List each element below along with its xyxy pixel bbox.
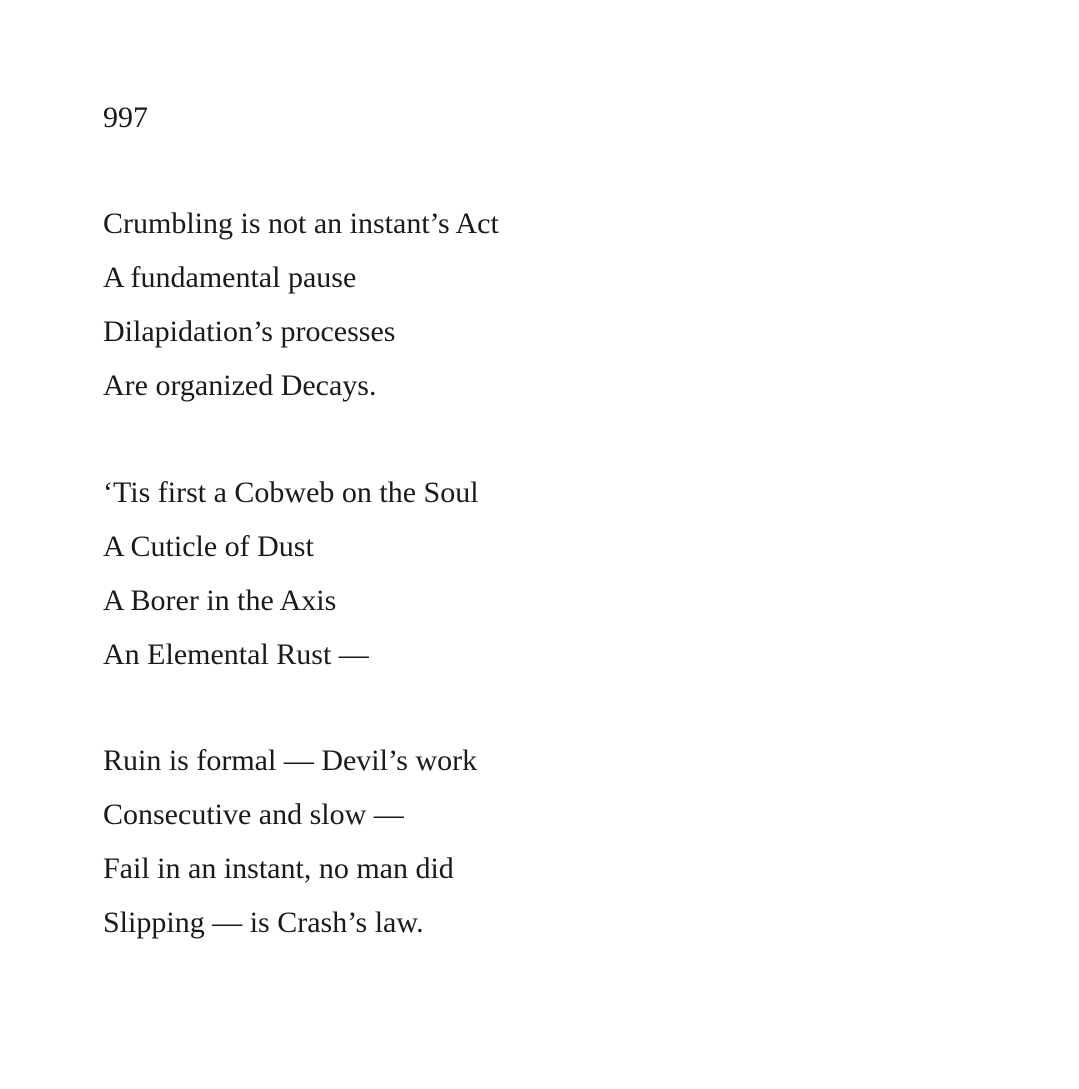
poem-line: ‘Tis first a Cobweb on the Soul [103, 476, 479, 509]
poem-line: Ruin is formal — Devil’s work [103, 744, 478, 777]
poem-line: Fail in an instant, no man did [103, 852, 454, 885]
poem-line: Are organized Decays. [103, 369, 377, 402]
poem-line: Consecutive and slow — [103, 798, 404, 831]
stanza-3 [103, 741, 477, 957]
poem-line: Crumbling is not an instant’s Act [103, 207, 499, 240]
stanza-2 [103, 473, 479, 689]
poem-line: A fundamental pause [103, 261, 357, 294]
poem-line: An Elemental Rust — [103, 638, 369, 671]
poem-line: A Borer in the Axis [103, 584, 337, 617]
poem-line: Dilapidation’s processes [103, 315, 396, 348]
poem-line: A Cuticle of Dust [103, 530, 314, 563]
poem-number: 997 [103, 101, 148, 134]
stanza-1 [103, 204, 499, 420]
poem-line: Slipping — is Crash’s law. [103, 906, 424, 939]
poem-page [103, 0, 1003, 1089]
